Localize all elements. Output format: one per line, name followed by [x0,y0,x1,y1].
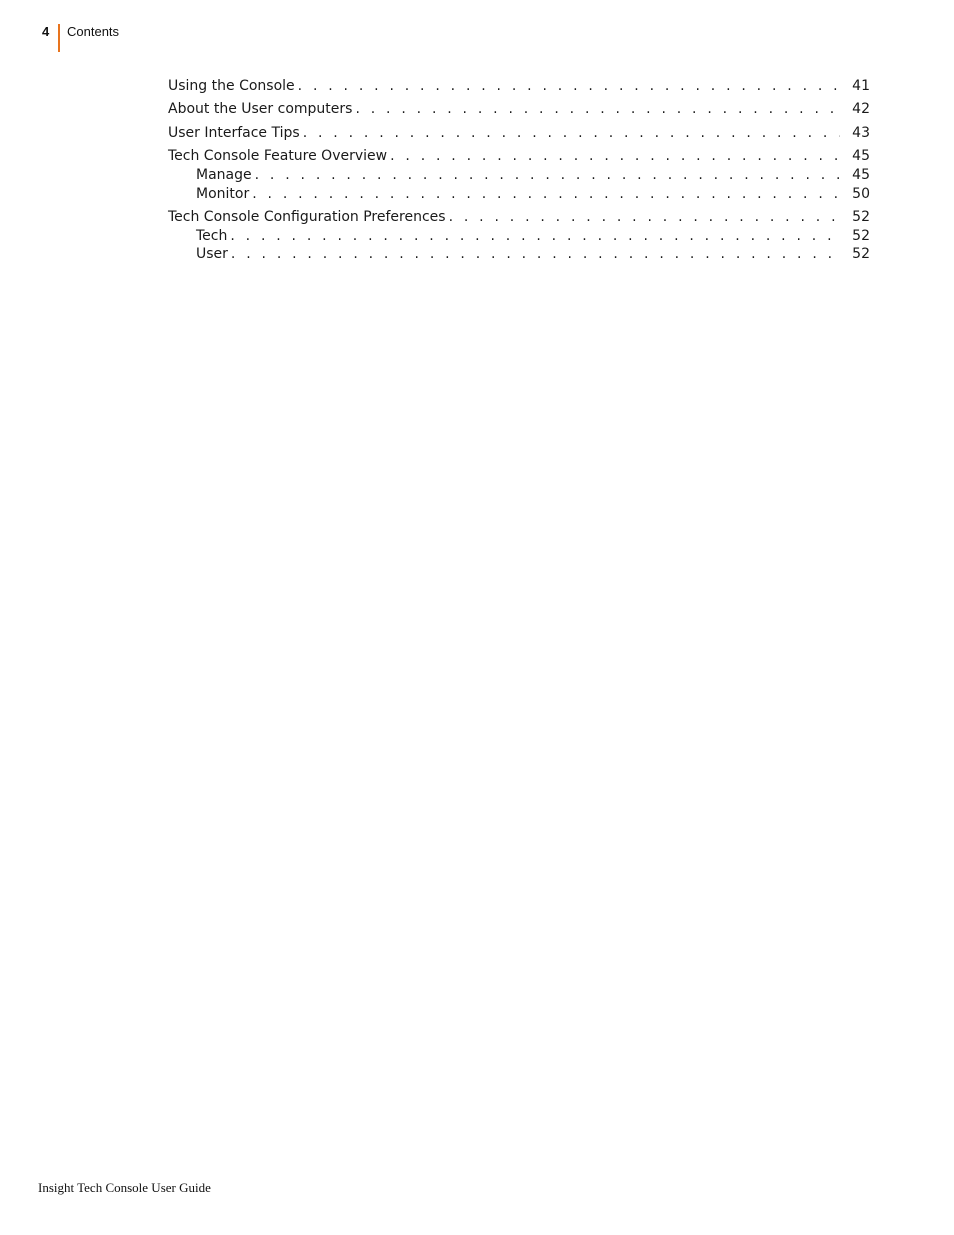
toc-dot-leader [231,246,840,262]
toc-dot-leader [390,148,840,164]
toc-dot-leader [252,186,840,202]
toc-page-number: 42 [852,101,870,117]
toc-dot-leader [298,78,840,94]
page-number: 4 [42,24,50,39]
toc-dot-leader [355,101,840,117]
toc-page-number: 41 [852,78,870,94]
toc-page-number: 52 [852,246,870,262]
toc-page-number: 45 [852,148,870,164]
toc-entry-title: Manage [196,167,252,183]
toc-entry-title: User Interface Tips [168,125,300,141]
toc-page-number: 43 [852,125,870,141]
toc-entry-title: Monitor [196,186,250,202]
toc-dot-leader [255,167,840,183]
toc-entry-title: Tech Console Feature Overview [168,148,388,164]
header-divider [58,24,60,52]
toc-page-number: 52 [852,209,870,225]
toc-entry-about-the-user-computers[interactable] [168,101,870,120]
toc-entry-tech-console-configuration-preferences[interactable] [168,209,870,228]
toc-page-number: 52 [852,228,870,244]
page-header [0,0,954,60]
toc-entry-title: Tech Console Configuration Preferences [168,209,446,225]
footer-guide-title: Insight Tech Console User Guide [38,1180,211,1195]
toc-entry-manage[interactable] [196,167,870,186]
toc-page-number: 50 [852,186,870,202]
toc-entry-user[interactable] [196,246,870,265]
toc-dot-leader [230,228,840,244]
toc-entry-monitor[interactable] [196,186,870,205]
toc-entry-user-interface-tips[interactable] [168,125,870,144]
toc-entry-tech[interactable] [196,228,870,247]
toc-entry-using-the-console[interactable] [168,78,870,97]
toc-entry-title: Tech [196,228,228,244]
toc-entry-title: About the User computers [168,101,353,117]
toc-dot-leader [449,209,840,225]
toc-entry-tech-console-feature-overview[interactable] [168,148,870,167]
toc-page-number: 45 [852,167,870,183]
section-title: Contents [67,24,120,39]
toc-dot-leader [303,125,840,141]
toc-entry-title: Using the Console [168,78,295,94]
toc-entry-title: User [196,246,228,262]
